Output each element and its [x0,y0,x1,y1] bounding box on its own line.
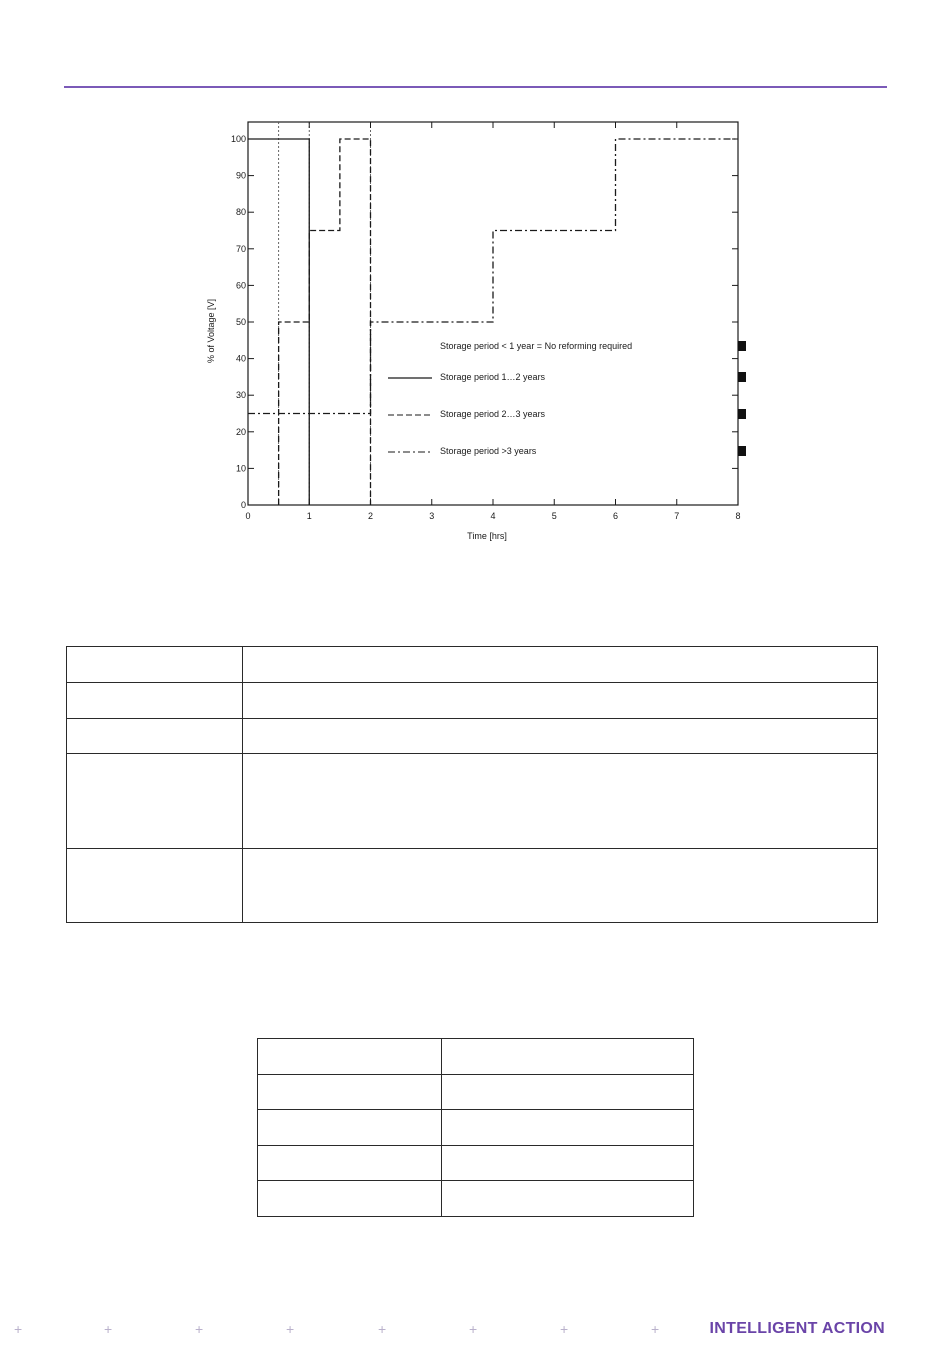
edge-marker [738,446,746,456]
y-tick-label: 90 [235,170,246,181]
x-axis-label: Time [hrs] [467,531,507,541]
page-footer [0,1318,950,1348]
y-tick-label: 20 [235,426,246,437]
table-row [67,647,878,683]
x-tick-label: 4 [490,511,496,521]
x-tick-label: 7 [674,511,680,521]
table-row [258,1146,694,1181]
plus-icon: + [560,1321,569,1337]
table-cell [243,647,878,683]
table-row [258,1039,694,1075]
table-row [258,1181,694,1217]
edge-marker [738,372,746,382]
table-row [67,849,878,923]
edge-marker [738,341,746,351]
x-tick-label: 6 [612,511,619,521]
x-tick-label: 2 [367,511,374,521]
table-cell [258,1075,442,1110]
table-cell [258,1181,442,1217]
y-tick-label: 70 [235,243,246,254]
x-tick-label: 3 [429,511,435,521]
table-row [258,1075,694,1110]
table-cell [243,849,878,923]
table-cell [67,647,243,683]
guide-lines [279,122,371,505]
y-tick-label: 0 [240,500,246,510]
y-tick-label: 10 [235,463,246,474]
chart-svg [190,110,760,550]
plus-icon: + [651,1321,660,1337]
legend-label-1-2-years: Storage period 1…2 years [440,372,546,382]
x-tick-label: 1 [306,511,312,521]
table-cell [442,1039,694,1075]
y-tick-label: 50 [235,317,246,327]
table-cell [258,1146,442,1181]
y-tick-label: 30 [235,390,246,401]
plus-icon: + [469,1321,478,1337]
table-row [67,754,878,849]
y-axis-label: % of Voltage [V] [206,298,216,364]
y-tick-label: 100 [230,134,246,144]
plus-icon: + [286,1321,295,1337]
brand-wordmark: INTELLIGENT ACTION [709,1320,885,1337]
y-tick-label: 60 [235,280,246,291]
table-cell [67,683,243,719]
y-tick-label: 40 [235,353,246,364]
table-one [66,646,878,923]
table-cell [442,1181,694,1217]
table-cell [258,1039,442,1075]
table-row [67,719,878,754]
table-cell [442,1146,694,1181]
table-cell [243,754,878,849]
table-cell [67,754,243,849]
table-row [258,1110,694,1146]
table-cell [442,1110,694,1146]
table-two [257,1038,694,1217]
table-row [67,683,878,719]
x-tick-label: 5 [551,511,557,521]
table-cell [258,1110,442,1146]
legend-note: Storage period < 1 year = No reforming required [440,341,633,351]
voltage-reforming-chart [190,110,760,550]
table-cell [243,683,878,719]
legend-label-2-3-years: Storage period 2…3 years [440,409,546,419]
y-tick-label: 80 [235,207,246,218]
plus-icon: + [378,1321,387,1337]
series-line-2 [279,139,371,505]
legend-label-over-3-years: Storage period >3 years [440,446,537,456]
plus-icon: + [14,1321,23,1337]
table-cell [442,1075,694,1110]
table-cell [243,719,878,754]
header-rule [64,86,887,88]
table-cell [67,719,243,754]
edge-marker [738,409,746,419]
x-tick-label: 8 [735,511,741,521]
table-cell [67,849,243,923]
plus-icon: + [195,1321,204,1337]
plus-icon: + [104,1321,113,1337]
x-tick-label: 0 [245,511,251,521]
legend-markers [738,341,746,456]
